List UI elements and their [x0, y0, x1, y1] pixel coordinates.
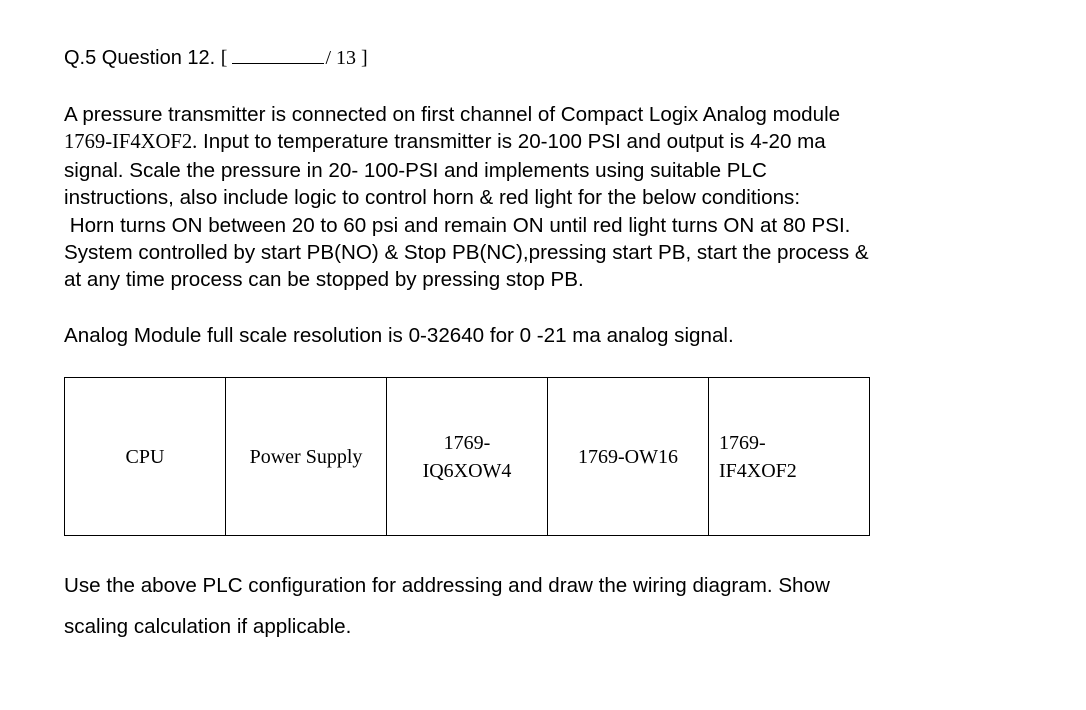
plc-module-cell: [387, 378, 548, 536]
module-label: 1769-: [719, 431, 766, 454]
instructions-note: [64, 565, 830, 647]
plc-rack-row: [65, 378, 870, 536]
instructions-line: Use the above PLC configuration for addressing and draw the wiring diagram. Show: [64, 574, 830, 597]
problem-line: A pressure transmitter is connected on first channel of Compact Logix Analog module: [64, 103, 841, 126]
module-label: 1769-OW16: [578, 445, 678, 468]
plc-module-cell: [65, 378, 226, 536]
module-label: CPU: [125, 445, 165, 468]
problem-line: signal. Scale the pressure in 20- 100-PSI and implements using suitable PLC: [64, 158, 767, 182]
question-label: Q.5 Question 12.: [64, 47, 216, 69]
module-label: IQ6XOW4: [422, 459, 512, 482]
problem-statement: [64, 101, 1024, 294]
score-total: / 13 ]: [325, 47, 368, 69]
plc-module-cell: [709, 378, 870, 536]
module-part-number: 1769-IF4XOF2.: [64, 131, 198, 154]
score-bracket-open: [: [220, 47, 228, 69]
problem-line: 1769-IF4XOF2. Input to temperature transmitter is 20-100 PSI and output is 4-20 ma: [64, 130, 826, 154]
problem-line: instructions, also include logic to control horn & red light for the below conditions:: [64, 186, 801, 210]
question-header: [64, 47, 368, 70]
plc-module-cell: [548, 378, 709, 536]
instructions-line: scaling calculation if applicable.: [64, 615, 352, 638]
problem-line: at any time process can be stopped by pressing stop PB.: [64, 268, 584, 292]
score-blank-line: [232, 62, 324, 64]
module-label: 1769-: [443, 431, 491, 454]
plc-configuration-table: [64, 377, 870, 536]
module-label: IF4XOF2: [719, 459, 797, 482]
problem-line: Horn turns ON between 20 to 60 psi and remain ON until red light turns ON at 80 PSI.: [64, 213, 851, 237]
plc-module-cell: [226, 378, 387, 536]
module-label: Power Supply: [249, 445, 363, 468]
resolution-note: Analog Module full scale resolution is 0-32640 for 0 -21 ma analog signal.: [64, 324, 734, 347]
problem-line: System controlled by start PB(NO) & Stop PB(NC),pressing start PB, start the process &: [64, 241, 869, 265]
